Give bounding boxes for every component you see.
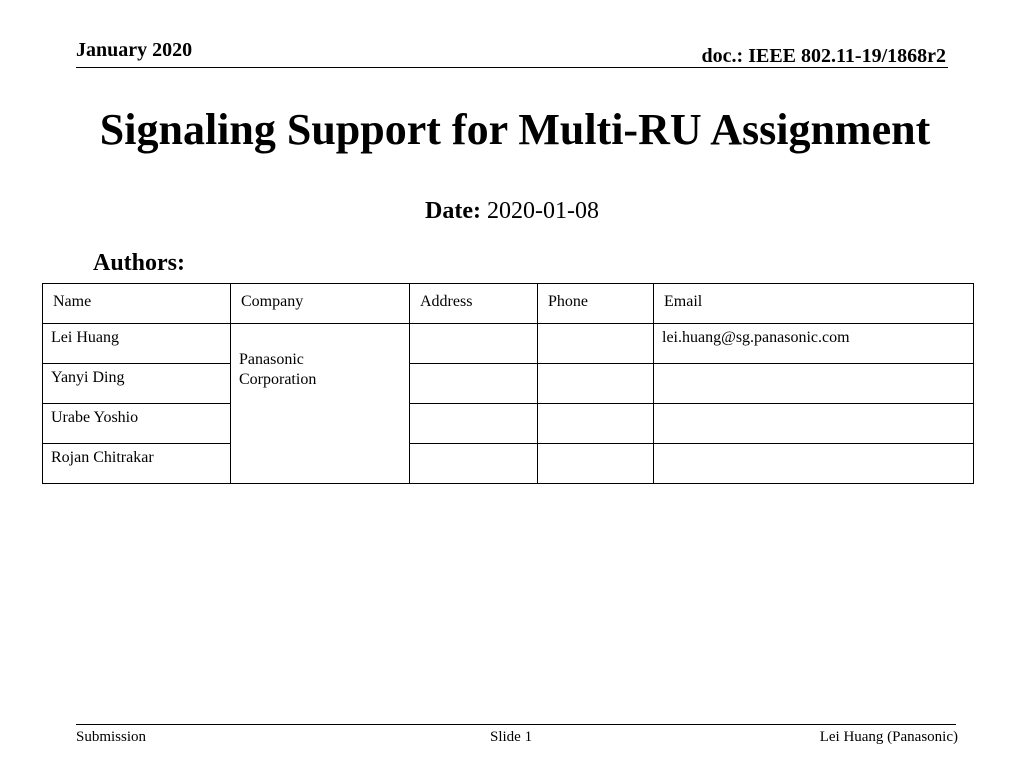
table-header-cell <box>654 284 974 324</box>
authors-table <box>42 283 974 484</box>
table-header-cell <box>43 284 231 324</box>
table-cell <box>654 364 974 404</box>
author-address <box>410 324 537 328</box>
header-company: Company <box>241 293 304 310</box>
company-line: Corporation <box>239 371 317 388</box>
author-email <box>654 444 973 448</box>
footer-author: Lei Huang (Panasonic) <box>819 729 958 745</box>
header-name: Name <box>53 293 92 310</box>
table-cell <box>43 444 231 484</box>
author-address <box>410 364 537 368</box>
table-cell <box>654 404 974 444</box>
header-date: January 2020 <box>76 39 193 61</box>
table-header-cell <box>410 284 538 324</box>
author-name: Lei Huang <box>51 329 119 346</box>
header-divider <box>76 67 948 68</box>
footer-slide-number: Slide 1 <box>490 729 533 745</box>
author-phone <box>538 324 653 328</box>
table-cell <box>43 364 231 404</box>
author-name: Yanyi Ding <box>51 369 125 386</box>
company-line: Panasonic <box>239 351 304 368</box>
author-email <box>654 404 973 408</box>
table-row <box>43 444 974 484</box>
author-phone <box>538 444 653 448</box>
table-cell <box>538 444 654 484</box>
date-label: Date: <box>425 198 481 224</box>
author-phone <box>538 404 653 408</box>
table-cell <box>654 324 974 364</box>
table-cell <box>538 364 654 404</box>
table-cell <box>538 324 654 364</box>
date-value: 2020-01-08 <box>486 198 599 224</box>
company-cell <box>231 324 410 484</box>
table-cell <box>410 404 538 444</box>
author-name: Urabe Yoshio <box>51 409 139 426</box>
table-cell <box>538 404 654 444</box>
company-name <box>231 324 409 390</box>
table-header-row <box>43 284 974 324</box>
footer-divider <box>76 724 956 725</box>
table-cell <box>410 444 538 484</box>
header-doc-id: doc.: IEEE 802.11-19/1868r2 <box>701 45 946 67</box>
footer-submission: Submission <box>76 729 147 745</box>
header-email: Email <box>664 293 703 310</box>
table-row <box>43 364 974 404</box>
authors-label: Authors: <box>93 250 186 276</box>
table-cell <box>43 324 231 364</box>
table-cell <box>43 404 231 444</box>
table-cell <box>654 444 974 484</box>
table-cell <box>410 364 538 404</box>
table-row <box>43 324 974 364</box>
table-cell <box>410 324 538 364</box>
table-row <box>43 404 974 444</box>
author-email <box>654 364 973 368</box>
author-name: Rojan Chitrakar <box>51 449 154 466</box>
header-phone: Phone <box>548 293 588 310</box>
author-address <box>410 404 537 408</box>
header-address: Address <box>420 293 473 310</box>
author-email: lei.huang@sg.panasonic.com <box>662 329 850 346</box>
author-phone <box>538 364 653 368</box>
table-header-cell <box>538 284 654 324</box>
date-line <box>0 196 1024 226</box>
table-header-cell <box>231 284 410 324</box>
author-address <box>410 444 537 448</box>
slide-title: Signaling Support for Multi-RU Assignment <box>99 105 931 154</box>
